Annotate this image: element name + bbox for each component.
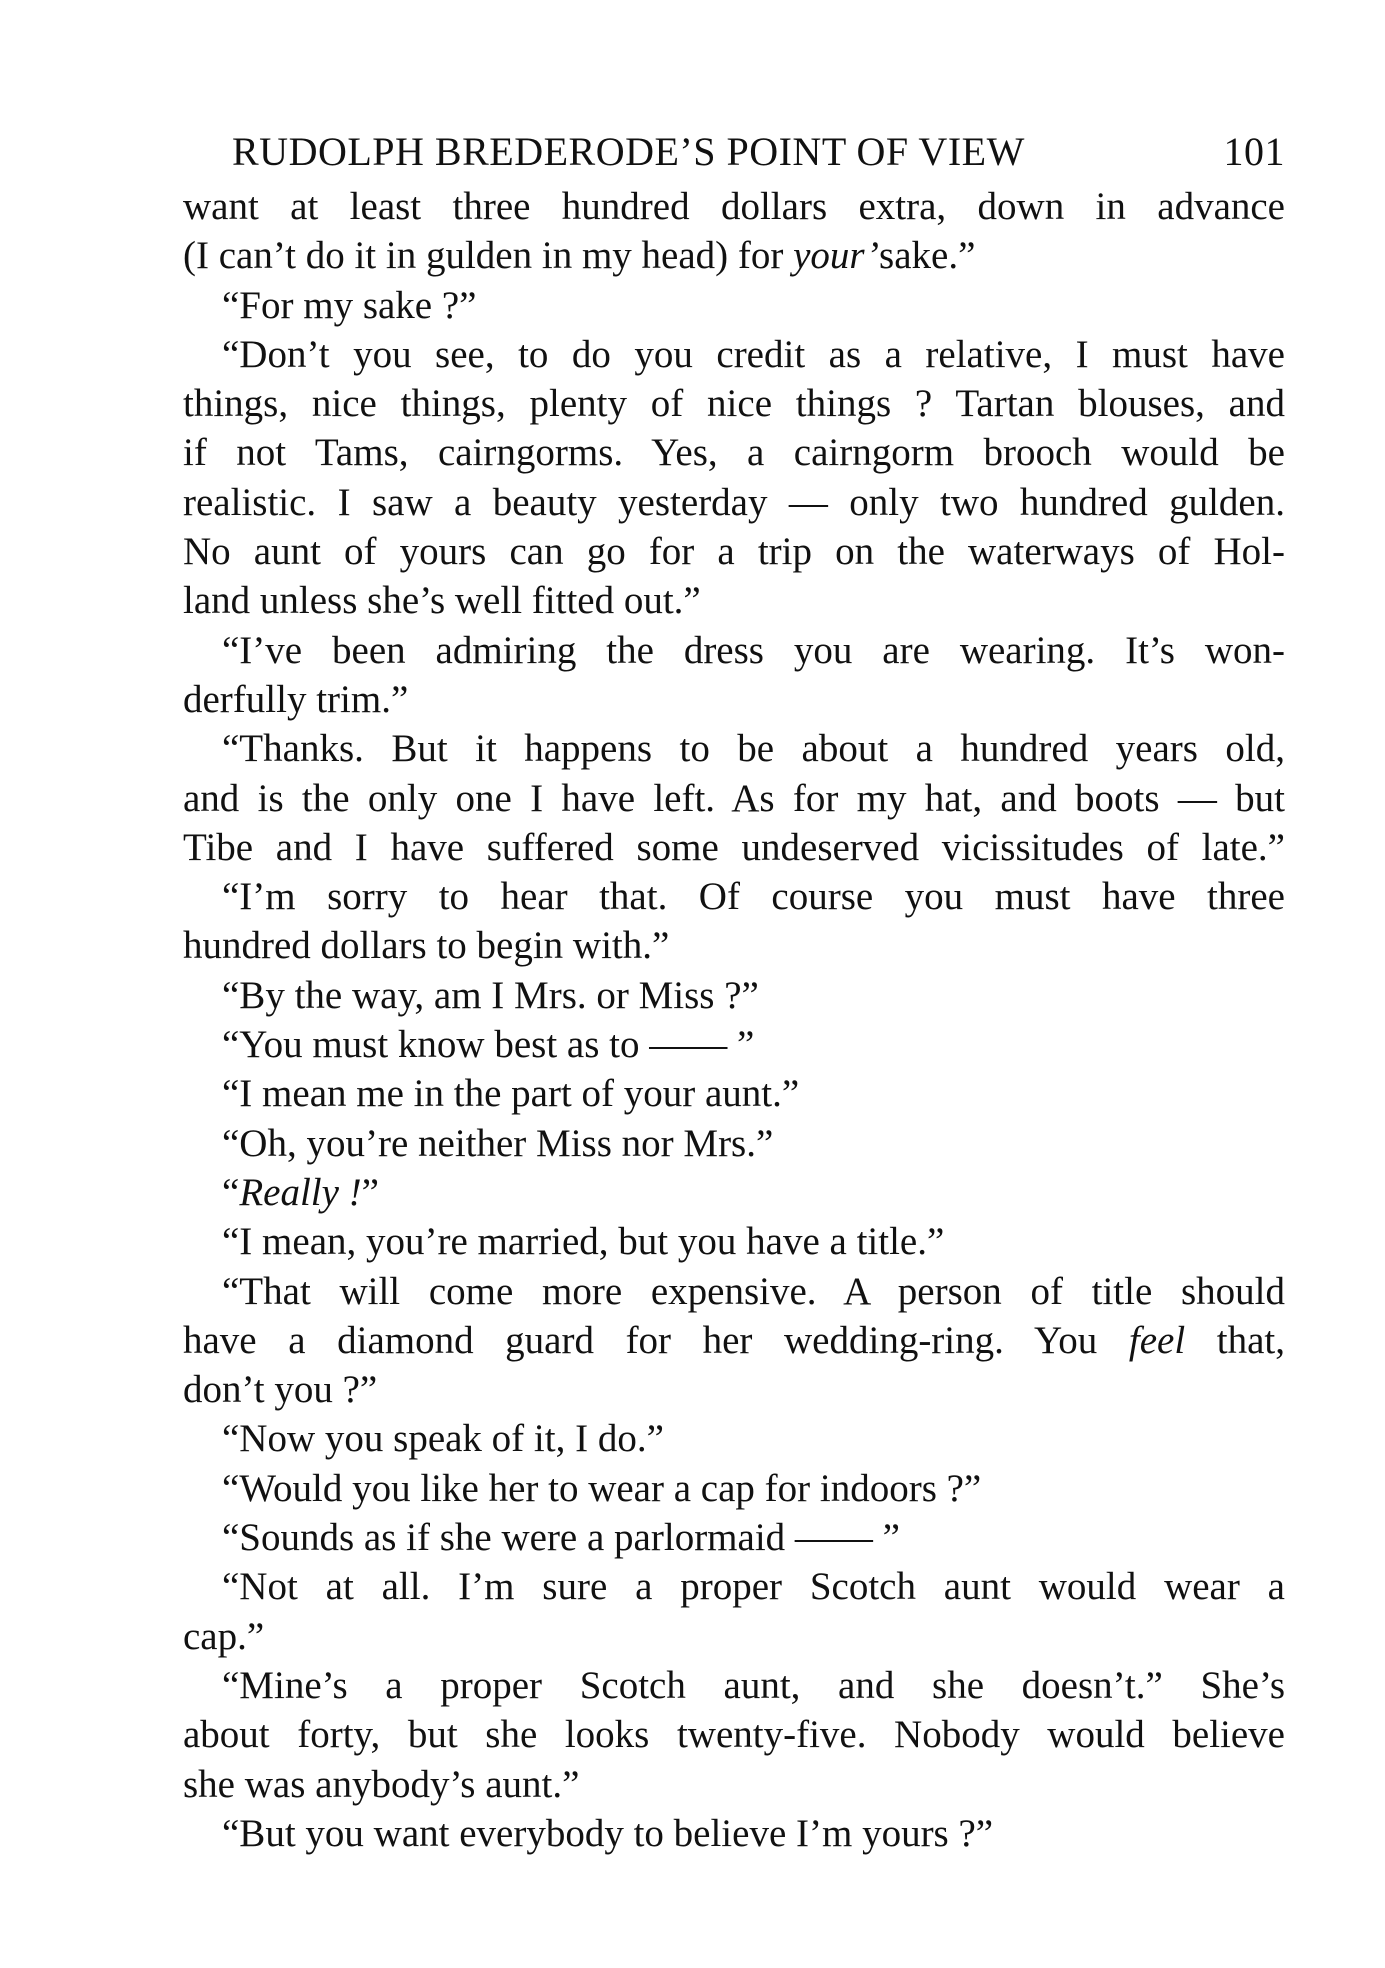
page-number: 101 (1223, 129, 1285, 174)
text-segment: land unless she’s well fitted out.” (183, 579, 701, 623)
text-line (183, 626, 1285, 675)
text-line (183, 1661, 1285, 1710)
text-line (183, 921, 1285, 970)
text-line (183, 527, 1285, 576)
text-line (183, 1562, 1285, 1611)
text-segment: that, (1185, 1318, 1285, 1362)
text-segment: “That will come more expensive. A person of title should (222, 1269, 1285, 1313)
running-title: RUDOLPH BREDERODE’S POINT OF VIEW (232, 129, 1025, 174)
text-segment: about forty, but she looks twenty-five. Nobody would believe (183, 1713, 1285, 1757)
text-segment: if not Tams, cairngorms. Yes, a cairngorm brooch would be (183, 431, 1285, 475)
text-line (183, 675, 1285, 724)
text-segment: and is the only one I have left. As for my hat, and boots — but (183, 776, 1285, 820)
text-line (183, 182, 1285, 231)
text-line (183, 1612, 1285, 1661)
text-line (183, 872, 1285, 921)
text-segment: “But you want everybody to believe I’m yours ?” (222, 1811, 994, 1855)
text-segment: “Don’t you see, to do you credit as a relative, I must have (222, 332, 1285, 376)
text-segment: “Not at all. I’m sure a proper Scotch aunt would wear a (222, 1565, 1285, 1609)
text-line (183, 1168, 1285, 1217)
text-segment: don’t you ?” (183, 1368, 378, 1412)
text-line (183, 1267, 1285, 1316)
text-line (183, 1069, 1285, 1118)
text-segment: Tibe and I have suffered some undeserved vicissitudes of late.” (183, 825, 1285, 869)
text-segment: “By the way, am I Mrs. or Miss ?” (222, 973, 759, 1017)
text-line (183, 379, 1285, 428)
text-segment: realistic. I saw a beauty yesterday — only two hundred gulden. (183, 480, 1285, 524)
text-line (183, 1414, 1285, 1463)
text-line (183, 231, 1285, 280)
text-line (183, 823, 1285, 872)
italic-text: feel (1128, 1318, 1186, 1362)
text-line (183, 1119, 1285, 1168)
body-text (183, 182, 1285, 1858)
text-segment: “Now you speak of it, I do.” (222, 1417, 664, 1461)
text-line (183, 1760, 1285, 1809)
text-segment: “Would you like her to wear a cap for indoors ?” (222, 1466, 982, 1510)
text-line (183, 774, 1285, 823)
text-segment: want at least three hundred dollars extra, down in advance (183, 185, 1285, 228)
text-line (183, 1710, 1285, 1759)
text-line (183, 576, 1285, 625)
text-line (183, 724, 1285, 773)
text-line (183, 1365, 1285, 1414)
text-segment: “Sounds as if she were a parlormaid —— ” (222, 1516, 900, 1560)
text-segment: (I can’t do it in gulden in my head) for (183, 234, 794, 278)
text-segment: “I’m sorry to hear that. Of course you must have three (222, 875, 1285, 919)
text-line (183, 478, 1285, 527)
text-line (183, 1464, 1285, 1513)
text-segment: cap.” (183, 1614, 265, 1658)
text-segment: have a diamond guard for her wedding-ring. You (183, 1318, 1129, 1362)
text-segment: No aunt of yours can go for a trip on the waterways of Hol- (183, 530, 1285, 574)
text-line (183, 428, 1285, 477)
text-segment: “I mean me in the part of your aunt.” (222, 1072, 800, 1116)
text-segment: “I’ve been admiring the dress you are wearing. It’s won- (222, 628, 1285, 672)
italic-text: Really ! (239, 1170, 362, 1214)
text-segment: “ (222, 1170, 240, 1214)
text-segment: “Mine’s a proper Scotch aunt, and she doesn’t.” She’s (222, 1663, 1285, 1707)
text-segment: hundred dollars to begin with.” (183, 924, 670, 968)
italic-text: your’ (793, 234, 880, 278)
text-segment: ” (361, 1170, 379, 1214)
text-line (183, 281, 1285, 330)
text-segment: she was anybody’s aunt.” (183, 1762, 580, 1806)
text-line (183, 971, 1285, 1020)
text-line (183, 330, 1285, 379)
text-segment: things, nice things, plenty of nice things ? Tartan blouses, and (183, 382, 1285, 426)
running-head (232, 126, 1285, 178)
text-segment: “I mean, you’re married, but you have a title.” (222, 1220, 945, 1264)
text-segment: “Thanks. But it happens to be about a hundred years old, (222, 727, 1285, 771)
text-line (183, 1217, 1285, 1266)
text-segment: “Oh, you’re neither Miss nor Mrs.” (222, 1121, 774, 1165)
text-line (183, 1513, 1285, 1562)
text-segment: “For my sake ?” (222, 283, 477, 327)
text-line (183, 1316, 1285, 1365)
text-segment: sake.” (879, 234, 976, 278)
text-segment: derfully trim.” (183, 677, 409, 721)
text-line (183, 1020, 1285, 1069)
text-segment: “You must know best as to —— ” (222, 1023, 755, 1067)
text-line (183, 1809, 1285, 1858)
